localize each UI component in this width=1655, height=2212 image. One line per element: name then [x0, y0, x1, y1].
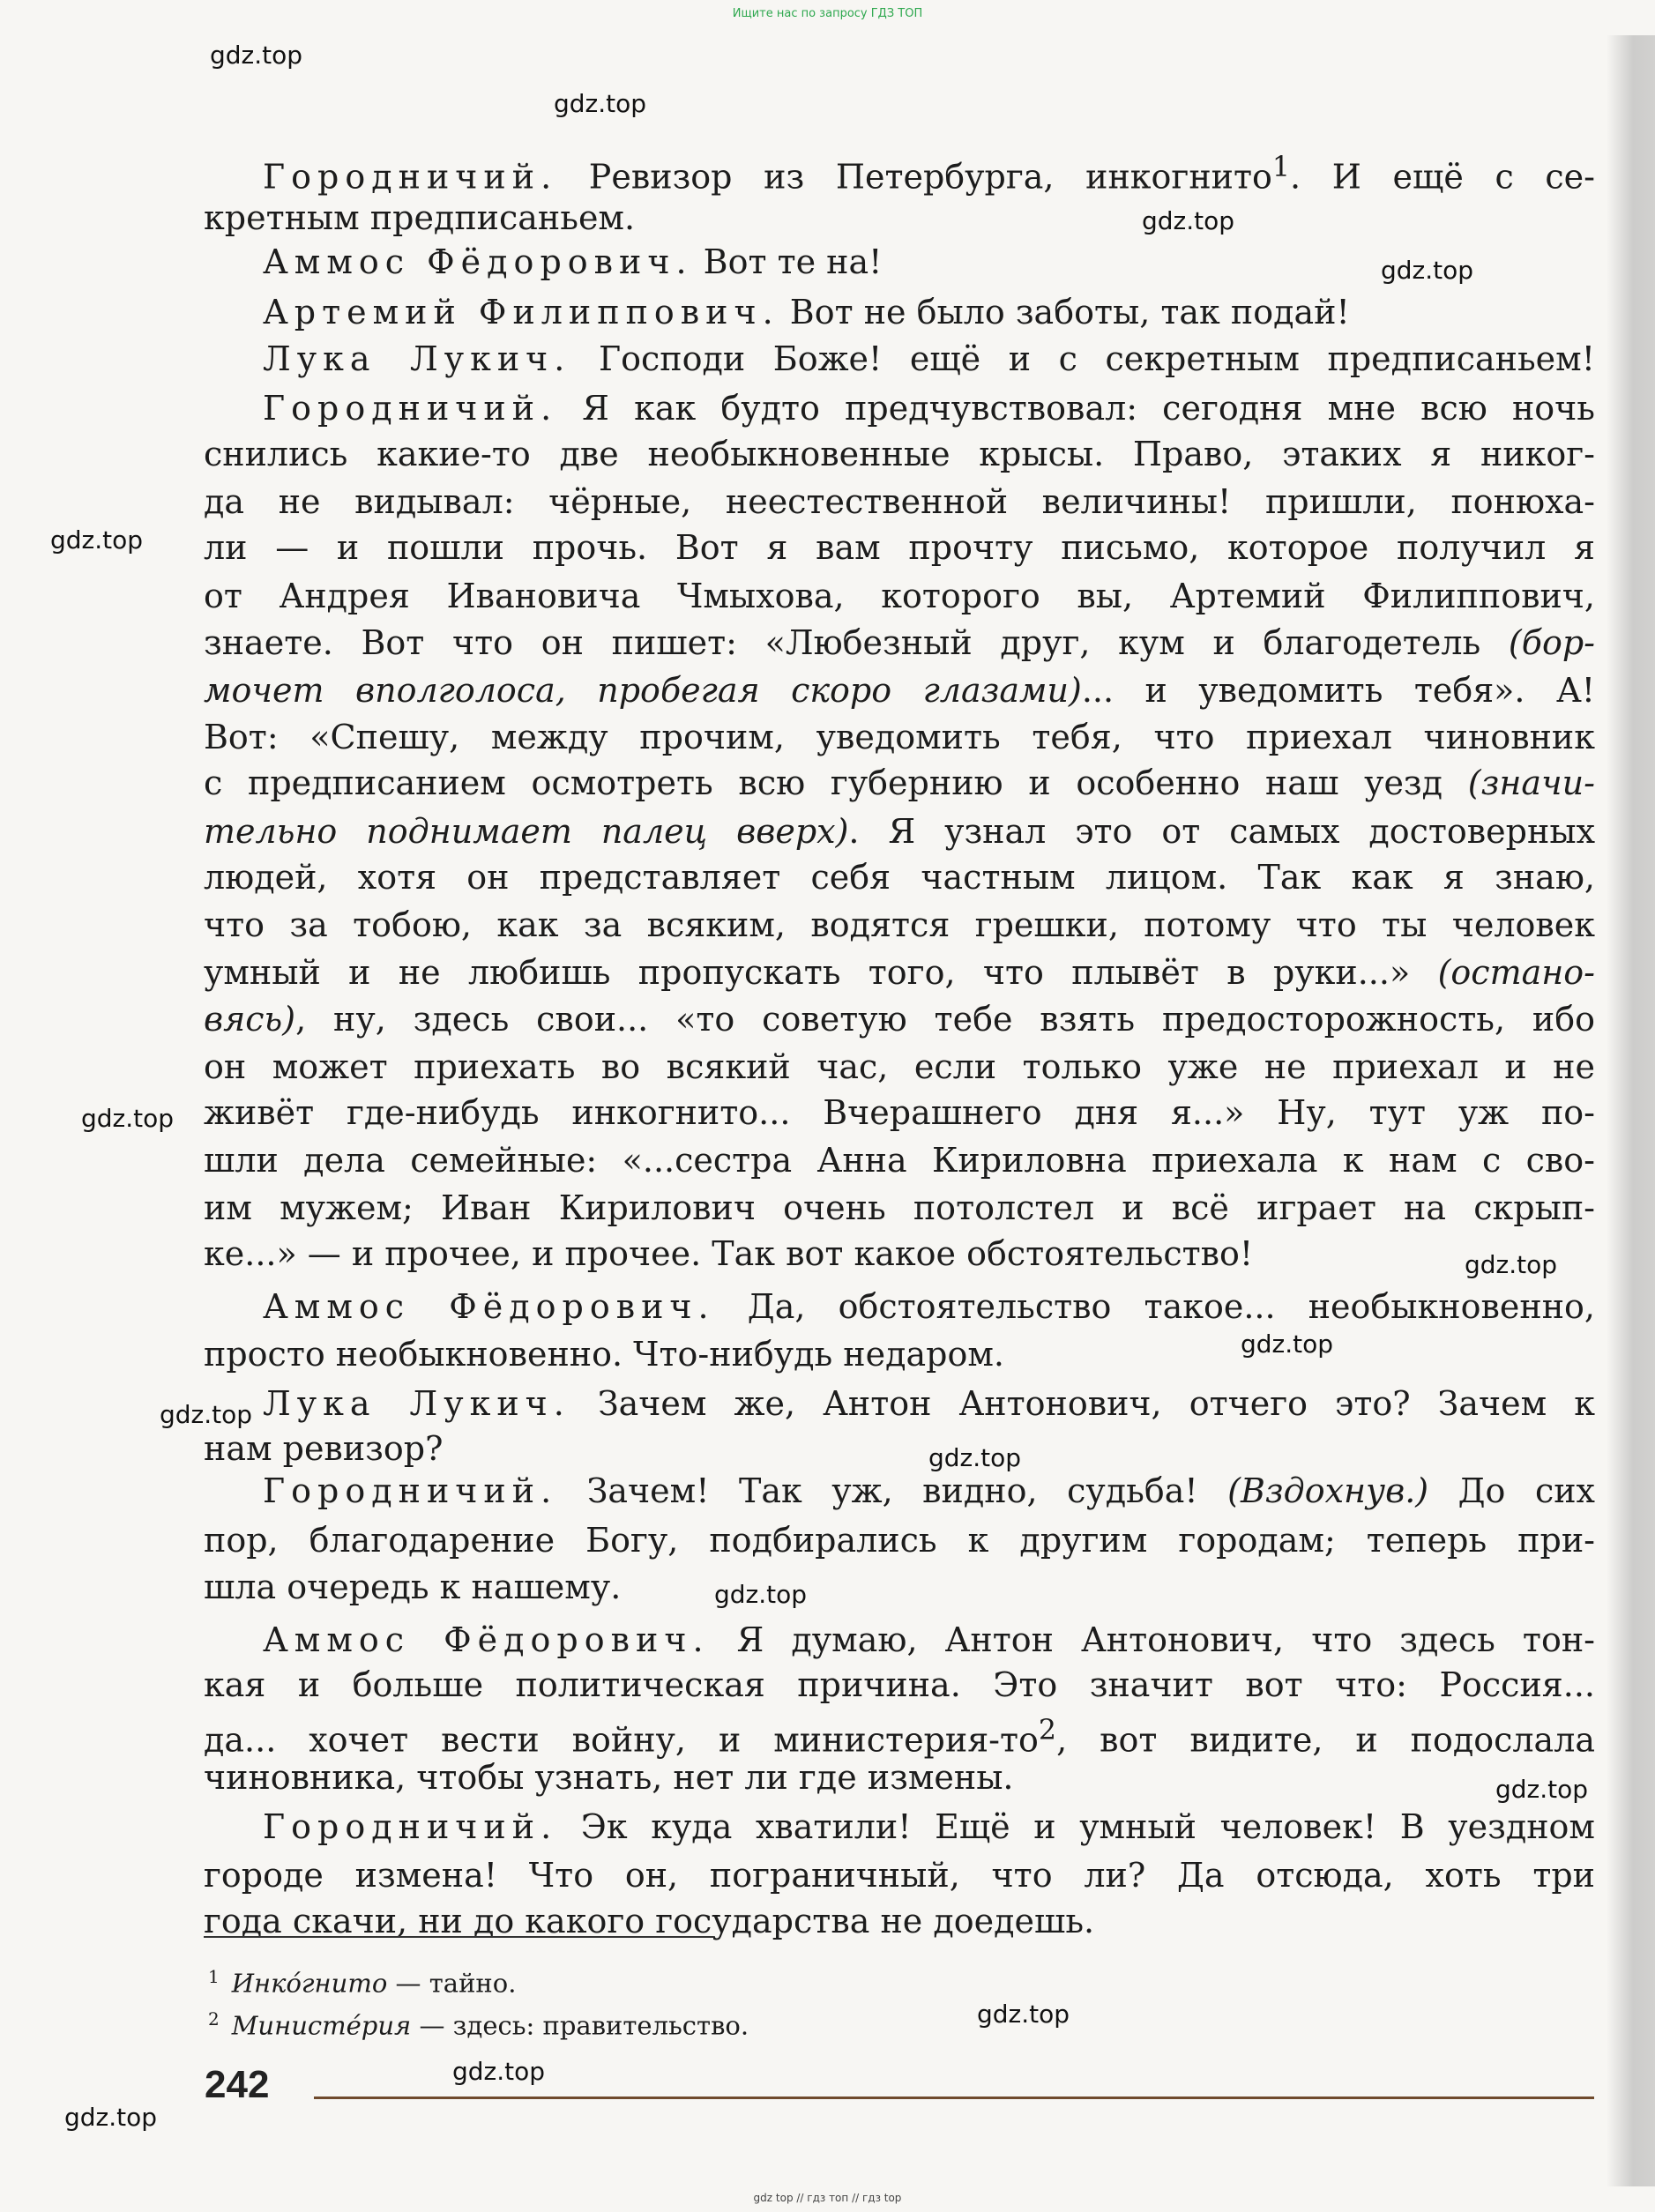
- bottom-rule: [314, 2097, 1594, 2099]
- text-line: людей, хотя он представляет себя частным лицом. Так как я знаю,: [204, 858, 1595, 897]
- watermark: gdz.top: [81, 1104, 175, 1133]
- page-number: 242: [205, 2063, 270, 2106]
- text-line: Аммос Фёдорович. Я думаю, Антон Антонович, что здесь тон-: [263, 1620, 1595, 1659]
- watermark: gdz.top: [64, 2103, 158, 2132]
- text-line: знаете. Вот что он пишет: «Любезный друг, кум и благодетель (бор-: [204, 623, 1595, 662]
- text-line: умный и не любишь пропускать того, что плывёт в руки...» (остано-: [204, 953, 1595, 992]
- text-line: с предписанием осмотреть всю губернию и особенно наш уезд (значи-: [204, 763, 1595, 802]
- text-line: года скачи, ни до какого государства не доедешь.: [204, 1902, 1095, 1940]
- speaker-name: Аммос Фёдорович.: [263, 1620, 710, 1659]
- text-line: нам ревизор?: [204, 1429, 444, 1468]
- stage-direction: мочет вполголоса, пробегая скоро глазами): [204, 671, 1082, 710]
- speaker-name: Лука Лукич.: [263, 339, 571, 378]
- text-line: Вот: «Спешу, между прочим, уведомить тебя, что приехал чиновник: [204, 718, 1595, 756]
- stage-direction: (Вздохнув.): [1227, 1471, 1429, 1510]
- text-line: городе измена! Что он, пограничный, что ли? Да отсюда, хоть три: [204, 1856, 1595, 1895]
- text-line: мочет вполголоса, пробегая скоро глазами)... и уведомить тебя». А!: [204, 671, 1596, 710]
- watermark: gdz.top: [554, 89, 647, 118]
- stage-direction: (значи-: [1467, 763, 1595, 802]
- watermark: gdz.top: [1465, 1250, 1558, 1279]
- text-line: Городничий. Зачем! Так уж, видно, судьба! (Вздохнув.) До сих: [263, 1471, 1595, 1510]
- footnote-text: — здесь: правительство.: [411, 2010, 749, 2041]
- text-line: Городничий. Эк куда хватили! Ещё и умный человек! В уездном: [263, 1807, 1595, 1846]
- text-line: от Андрея Ивановича Чмыхова, которого вы, Артемий Филиппович,: [204, 577, 1595, 615]
- bottom-banner-link[interactable]: gdz top // гдз топ // гдз top: [753, 2192, 902, 2204]
- top-banner-link[interactable]: Ищите нас по запросу ГДЗ ТОП: [732, 7, 923, 20]
- text-line: тельно поднимает палец вверх). Я узнал это от самых достоверных: [204, 812, 1595, 851]
- watermark: gdz.top: [714, 1580, 808, 1609]
- text-line: ли — и пошли прочь. Вот я вам прочту письмо, которое получил я: [204, 528, 1595, 567]
- watermark: gdz.top: [160, 1400, 253, 1429]
- stage-direction: вясь): [204, 1000, 296, 1039]
- speaker-name: Аммос Фёдорович.: [263, 1287, 715, 1326]
- speaker-name: Аммос Фёдорович.: [263, 242, 693, 281]
- text-line: шли дела семейные: «...сестра Анна Кириловна приехала к нам с сво-: [204, 1141, 1595, 1180]
- text-line: он может приехать во всякий час, если только уже не приехал и не: [204, 1047, 1595, 1086]
- text-line: снились какие-то две необыкновенные крысы. Право, этаких я никог-: [204, 435, 1595, 473]
- text-line: Городничий. Ревизор из Петербурга, инкогнито$^1$. И ещё с се-: [263, 152, 1595, 197]
- footnote-term: Министéрия: [231, 2010, 412, 2041]
- text-line: Артемий Филиппович. Вот не было заботы, так подай!: [263, 293, 1350, 331]
- stage-direction: (бор-: [1508, 623, 1595, 662]
- watermark: gdz.top: [1142, 206, 1235, 235]
- footnote-ref[interactable]: 2: [1038, 1715, 1057, 1747]
- footnote-ref[interactable]: 1: [1271, 152, 1291, 183]
- text-line: Городничий. Я как будто предчувствовал: сегодня мне всю ночь: [263, 389, 1595, 428]
- text-line: чиновника, чтобы узнать, нет ли где измены.: [204, 1758, 1014, 1797]
- watermark: gdz.top: [1381, 256, 1474, 285]
- stage-direction: тельно поднимает палец вверх): [204, 812, 849, 851]
- speaker-name: Лука Лукич.: [263, 1384, 570, 1423]
- footnote: [208, 1959, 516, 2001]
- footnote-divider: [204, 1936, 713, 1938]
- watermark: gdz.top: [977, 2000, 1070, 2029]
- text-line: кая и больше политическая причина. Это значит вот что: Россия...: [204, 1665, 1595, 1704]
- page-edge-shadow: [1607, 35, 1655, 2186]
- text-line: Аммос Фёдорович. Да, обстоятельство такое... необыкновенно,: [263, 1287, 1595, 1326]
- speaker-name: Артемий Филиппович.: [263, 293, 779, 331]
- text-line: ке...» — и прочее, и прочее. Так вот какое обстоятельство!: [204, 1234, 1254, 1273]
- text-line: да не видывал: чёрные, неестественной величины! пришли, понюха-: [204, 482, 1595, 521]
- footnote-number: 1: [208, 1966, 220, 1987]
- text-line: им мужем; Иван Кирилович очень потолстел и всё играет на скрып-: [204, 1188, 1595, 1227]
- text-line: шла очередь к нашему.: [204, 1568, 622, 1606]
- watermark: gdz.top: [210, 41, 303, 70]
- speaker-name: Городничий.: [263, 1471, 558, 1510]
- text-line: вясь), ну, здесь свои... «то советую тебе взять предосторожность, ибо: [204, 1000, 1595, 1039]
- watermark: gdz.top: [1241, 1329, 1334, 1359]
- stage-direction: (остано-: [1437, 953, 1595, 992]
- text-line: да... хочет вести войну, и министерия-$то^2$, вот видите, и подослала: [204, 1715, 1595, 1760]
- speaker-name: Городничий.: [263, 389, 558, 428]
- footnote-term: Инкóгнито: [231, 1968, 388, 1999]
- watermark: gdz.top: [50, 525, 144, 555]
- watermark: gdz.top: [928, 1443, 1022, 1472]
- footnote-number: 2: [208, 2008, 220, 2030]
- text-line: просто необыкновенно. Что-нибудь недаром.: [204, 1335, 1005, 1374]
- text-line: Лука Лукич. Господи Боже! ещё и с секретным предписаньем!: [263, 339, 1595, 378]
- footnote: [208, 2001, 749, 2044]
- text-line: Аммос Фёдорович. Вот те на!: [263, 242, 883, 281]
- speaker-name: Городничий.: [263, 1807, 558, 1846]
- footnote-text: — тайно.: [387, 1968, 517, 1999]
- text-line: что за тобою, как за всяким, водятся грешки, потому что ты человек: [204, 905, 1595, 944]
- speaker-name: Городничий.: [263, 157, 558, 197]
- text-line: пор, благодарение Богу, подбирались к другим городам; теперь при-: [204, 1521, 1595, 1560]
- text-line: живёт где-нибудь инкогнито... Вчерашнего дня я...» Ну, тут уж по-: [204, 1093, 1595, 1132]
- text-line: Лука Лукич. Зачем же, Антон Антонович, отчего это? Зачем к: [263, 1384, 1595, 1423]
- text-line: кретным предписаньем.: [204, 198, 636, 237]
- watermark: gdz.top: [452, 2057, 546, 2086]
- watermark: gdz.top: [1495, 1775, 1589, 1804]
